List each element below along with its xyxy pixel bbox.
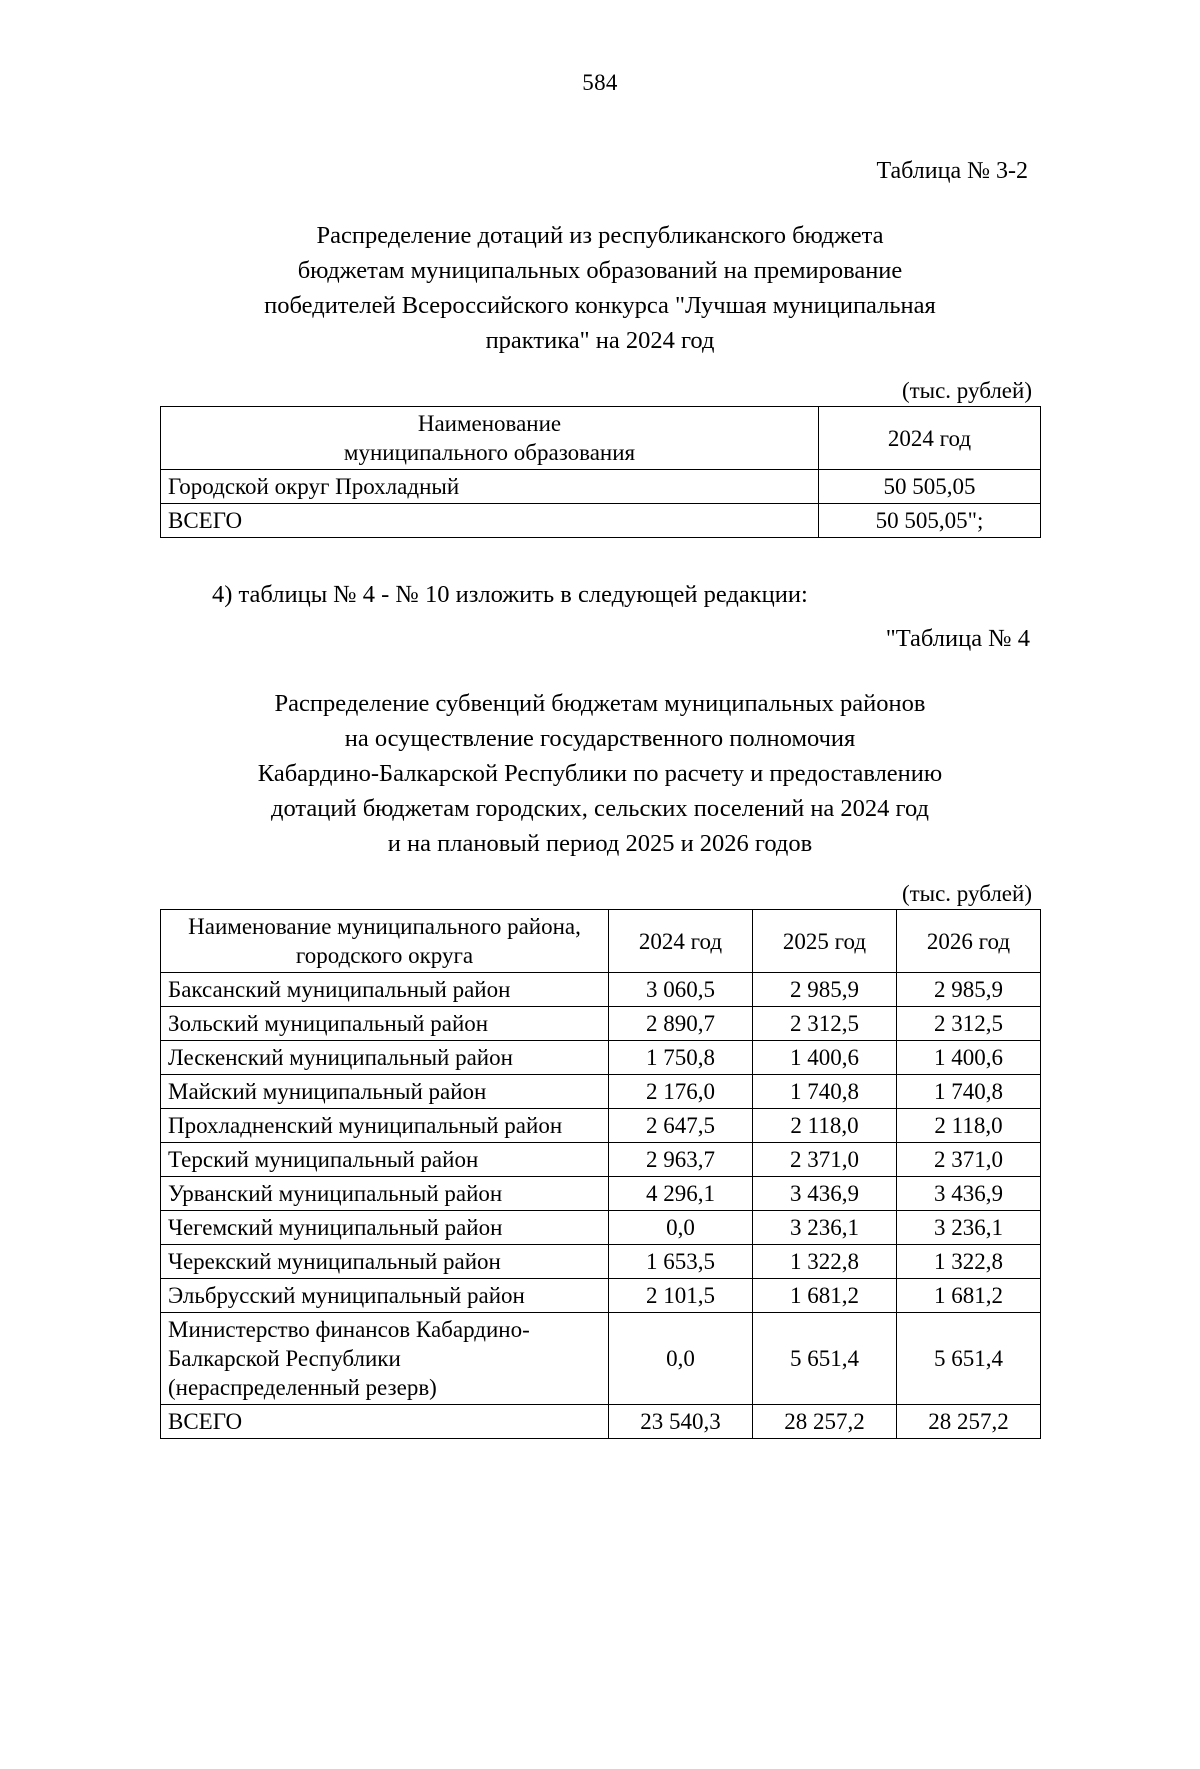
column-header-2025: 2025 год (753, 910, 897, 973)
row-name: Лескенский муниципальный район (161, 1041, 609, 1075)
table-4-body (161, 973, 1041, 1439)
page-number: 584 (582, 70, 618, 95)
title-line: на осуществление государственного полномочия (344, 725, 856, 752)
table-4 (160, 909, 1041, 1439)
column-header-name (161, 910, 609, 973)
row-name: ВСЕГО (161, 1405, 609, 1439)
units-label-table-4: (тыс. рублей) (901, 881, 1032, 906)
title-line: Распределение субвенций бюджетам муниципальных районов (274, 690, 926, 717)
row-2025: 2 371,0 (753, 1143, 897, 1177)
page-content (160, 158, 1040, 1439)
title-line: бюджетам муниципальных образований на премирование (297, 257, 903, 284)
row-2024: 23 540,3 (609, 1405, 753, 1439)
row-name-line1: Министерство финансов Кабардино- (168, 1317, 530, 1342)
row-2026: 1 681,2 (897, 1279, 1041, 1313)
row-2024: 3 060,5 (609, 973, 753, 1007)
row-2025: 5 651,4 (753, 1313, 897, 1405)
table-row (161, 1245, 1041, 1279)
row-2025: 1 740,8 (753, 1075, 897, 1109)
row-2026: 1 400,6 (897, 1041, 1041, 1075)
paragraph-item-4: 4) таблицы № 4 - № 10 изложить в следующей редакции: (212, 581, 808, 608)
column-header-name (161, 407, 819, 470)
row-2025: 2 985,9 (753, 973, 897, 1007)
table-row (161, 1007, 1041, 1041)
table-row (161, 470, 1041, 504)
row-2026: 5 651,4 (897, 1313, 1041, 1405)
column-header-2024: 2024 год (819, 407, 1041, 470)
row-2026: 1 740,8 (897, 1075, 1041, 1109)
table-row (161, 973, 1041, 1007)
table-row-total (161, 504, 1041, 538)
table-row (161, 1211, 1041, 1245)
row-2026: 2 371,0 (897, 1143, 1041, 1177)
row-2024: 4 296,1 (609, 1177, 753, 1211)
row-name: Зольский муниципальный район (161, 1007, 609, 1041)
row-2024: 2 647,5 (609, 1109, 753, 1143)
title-line: практика" на 2024 год (485, 327, 715, 354)
row-2025: 1 322,8 (753, 1245, 897, 1279)
column-header-name-line2: муниципального образования (343, 440, 636, 465)
row-name: Городской округ Прохладный (161, 470, 819, 504)
row-name: Терский муниципальный район (161, 1143, 609, 1177)
table-row (161, 1177, 1041, 1211)
table-row (161, 1041, 1041, 1075)
column-header-2026: 2026 год (897, 910, 1041, 973)
row-2024: 2 963,7 (609, 1143, 753, 1177)
row-2024: 1 750,8 (609, 1041, 753, 1075)
row-2026: 3 436,9 (897, 1177, 1041, 1211)
row-name (161, 1313, 609, 1405)
column-header-name-line1: Наименование (417, 411, 562, 436)
row-2025: 2 312,5 (753, 1007, 897, 1041)
row-name: Урванский муниципальный район (161, 1177, 609, 1211)
column-header-2024: 2024 год (609, 910, 753, 973)
row-2024: 0,0 (609, 1211, 753, 1245)
table-3-2 (160, 406, 1041, 538)
column-header-name-line1: Наименование муниципального района, (188, 914, 581, 939)
title-line: и на плановый период 2025 и 2026 годов (387, 830, 813, 857)
row-2025: 1 681,2 (753, 1279, 897, 1313)
title-line: дотаций бюджетам городских, сельских поселений на 2024 год (270, 795, 930, 822)
table-row (161, 1279, 1041, 1313)
table-header-row (161, 407, 1041, 470)
row-2025: 3 236,1 (753, 1211, 897, 1245)
row-2024: 2 176,0 (609, 1075, 753, 1109)
title-line: победителей Всероссийского конкурса "Лучшая муниципальная (264, 292, 936, 319)
row-value: 50 505,05"; (819, 504, 1041, 538)
table-4-title (160, 686, 1040, 861)
units-label-table-3-2: (тыс. рублей) (901, 378, 1032, 403)
title-line: Распределение дотаций из республиканского бюджета (316, 222, 884, 249)
row-value: 50 505,05 (819, 470, 1041, 504)
row-2026: 2 312,5 (897, 1007, 1041, 1041)
row-name: Майский муниципальный район (161, 1075, 609, 1109)
row-2026: 3 236,1 (897, 1211, 1041, 1245)
row-name: Черекский муниципальный район (161, 1245, 609, 1279)
title-line: Кабардино-Балкарской Республики по расчету и предоставлению (257, 760, 943, 787)
table-4-label: "Таблица № 4 (885, 625, 1030, 652)
row-name: Прохладненский муниципальный район (161, 1109, 609, 1143)
row-2024: 1 653,5 (609, 1245, 753, 1279)
row-2026: 1 322,8 (897, 1245, 1041, 1279)
table-header-row (161, 910, 1041, 973)
row-2024: 0,0 (609, 1313, 753, 1405)
row-2024: 2 890,7 (609, 1007, 753, 1041)
table-3-2-label: Таблица № 3-2 (876, 158, 1028, 184)
row-2024: 2 101,5 (609, 1279, 753, 1313)
row-name-line2: Балкарской Республики (168, 1346, 401, 1371)
row-name: Эльбрусский муниципальный район (161, 1279, 609, 1313)
row-name: ВСЕГО (161, 504, 819, 538)
table-row (161, 1109, 1041, 1143)
row-2025: 2 118,0 (753, 1109, 897, 1143)
row-2026: 2 985,9 (897, 973, 1041, 1007)
row-2025: 3 436,9 (753, 1177, 897, 1211)
table-3-2-title (160, 218, 1040, 358)
row-name: Чегемский муниципальный район (161, 1211, 609, 1245)
table-row (161, 1075, 1041, 1109)
row-2026: 28 257,2 (897, 1405, 1041, 1439)
table-row-total (161, 1405, 1041, 1439)
row-2025: 1 400,6 (753, 1041, 897, 1075)
row-name: Баксанский муниципальный район (161, 973, 609, 1007)
table-row-ministry (161, 1313, 1041, 1405)
column-header-name-line2: городского округа (295, 943, 474, 968)
document-page (0, 70, 1200, 1769)
table-row (161, 1143, 1041, 1177)
row-2025: 28 257,2 (753, 1405, 897, 1439)
row-name-line3: (нераспределенный резерв) (168, 1375, 437, 1400)
row-2026: 2 118,0 (897, 1109, 1041, 1143)
